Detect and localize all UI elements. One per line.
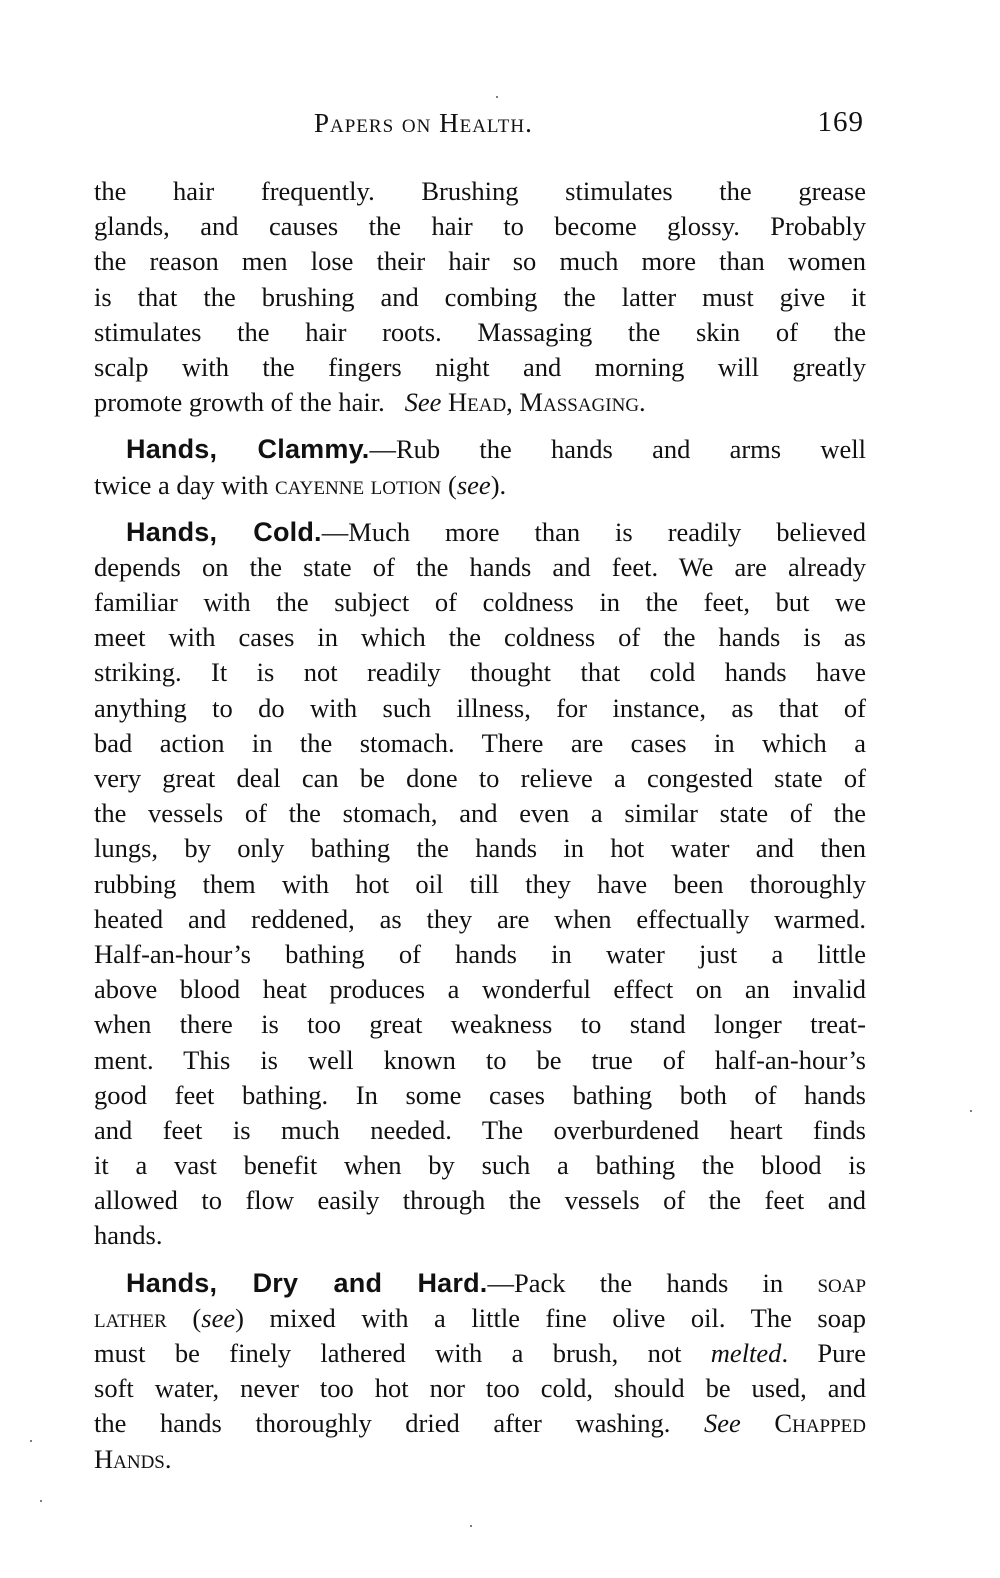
text-line: ment. This is well known to be true of half-an-hour’s xyxy=(94,1044,866,1075)
scan-speck xyxy=(470,1525,472,1527)
text-line: the vessels of the stomach, and even a similar state of the xyxy=(94,798,866,829)
text-line: it a vast benefit when by such a bathing the blood is xyxy=(94,1150,866,1181)
text-line: hands. xyxy=(94,1220,163,1251)
text-fragment: ). xyxy=(490,469,507,500)
emphasis: melted xyxy=(710,1338,782,1368)
text-line: lungs, by only bathing the hands in hot water and then xyxy=(94,833,866,864)
text-line xyxy=(94,1442,866,1477)
text-line: anything to do with such illness, for instance, as that of xyxy=(94,692,866,723)
text-line: and feet is much needed. The overburdened heart finds xyxy=(94,1114,866,1145)
text-fragment: . Pure xyxy=(781,1338,866,1368)
text-line xyxy=(94,1266,866,1301)
entry-hands-dry-and-hard xyxy=(94,1266,866,1477)
text-line: twice a day with cayenne lotion (see). xyxy=(94,469,507,500)
text-line: is that the brushing and combing the latter must give it xyxy=(94,281,866,312)
entry-heading: Hands, Cold. xyxy=(126,516,322,547)
text-line xyxy=(94,1406,866,1441)
cross-reference: lather xyxy=(94,1302,167,1333)
text-line: rubbing them with hot oil till they have been thoroughly xyxy=(94,868,866,899)
text-fragment: —Rub the hands and arms well xyxy=(369,434,866,465)
text-fragment: —Much more than is readily believed xyxy=(321,516,866,547)
see-label: see xyxy=(201,1302,236,1333)
text-line: lather (see) mixed with a little fine olive oil. The soap xyxy=(94,1302,867,1333)
cross-reference: soap xyxy=(817,1267,867,1298)
text-line: depends on the state of the hands and feet. We are already xyxy=(94,551,866,582)
text-fragment: promote growth of the hair. xyxy=(94,387,392,418)
text-line xyxy=(94,1336,866,1371)
text-fragment: twice a day with xyxy=(94,469,276,500)
see-label: See xyxy=(404,387,442,418)
entry-hands-cold xyxy=(94,515,866,1254)
text-line: the hair frequently. Brushing stimulates the grease xyxy=(94,176,866,206)
text-line xyxy=(94,385,866,420)
see-label: see xyxy=(456,469,491,500)
text-line: stimulates the hair roots. Massaging the skin of the xyxy=(94,316,866,347)
running-title: Papers on Health. xyxy=(314,108,533,138)
cross-reference: Head, Massaging. xyxy=(447,387,646,418)
cross-reference: cayenne lotion xyxy=(275,469,442,500)
scan-speck xyxy=(40,1500,42,1502)
text-line xyxy=(94,432,866,467)
text-line: above blood heat produces a wonderful effect on an invalid xyxy=(94,974,866,1005)
text-line: allowed to flow easily through the vessels of the feet and xyxy=(94,1185,866,1216)
text-fragment: must be finely lathered with a brush, not xyxy=(94,1338,711,1368)
text-line: meet with cases in which the coldness of the hands is as xyxy=(94,622,866,653)
text-line: bad action in the stomach. There are cases in which a xyxy=(94,727,866,758)
scan-speck xyxy=(970,1110,972,1112)
running-head xyxy=(94,104,866,144)
text-line: heated and reddened, as they are when effectually warmed. xyxy=(94,903,866,934)
scan-speck xyxy=(496,96,498,98)
entry-heading: Hands, Clammy. xyxy=(126,434,370,465)
see-label: See xyxy=(704,1408,741,1439)
page-body xyxy=(94,174,866,1477)
text-line: scalp with the fingers night and morning will greatly xyxy=(94,351,866,382)
page-number: 169 xyxy=(817,106,864,138)
cross-reference: Hands. xyxy=(94,1443,172,1474)
entry-hands-clammy xyxy=(94,432,866,502)
cross-reference: Chapped xyxy=(774,1408,867,1439)
text-fragment: ) mixed with a little fine olive oil. The soap xyxy=(235,1302,867,1333)
text-line: Half-an-hour’s bathing of hands in water just a little xyxy=(94,938,866,969)
text-line: when there is too great weakness to stand longer treat- xyxy=(94,1009,866,1040)
paragraph-hair-continued xyxy=(94,174,866,420)
text-line: familiar with the subject of coldness in the feet, but we xyxy=(94,587,866,618)
book-page xyxy=(94,104,866,1477)
text-line: glands, and causes the hair to become glossy. Probably xyxy=(94,211,866,242)
text-line: good feet bathing. In some cases bathing both of hands xyxy=(94,1079,866,1110)
text-line: the reason men lose their hair so much more than women xyxy=(94,246,866,277)
text-line: soft water, never too hot nor too cold, should be used, and xyxy=(94,1373,866,1404)
text-line: very great deal can be done to relieve a congested state of xyxy=(94,763,866,793)
text-fragment: the hands thoroughly dried after washing. xyxy=(94,1408,705,1439)
text-line: striking. It is not readily thought that cold hands have xyxy=(94,657,866,688)
text-fragment: —Pack the hands in xyxy=(487,1267,818,1298)
text-line xyxy=(94,515,866,550)
entry-heading: Hands, Dry and Hard. xyxy=(126,1267,488,1298)
scan-speck xyxy=(30,1440,32,1442)
